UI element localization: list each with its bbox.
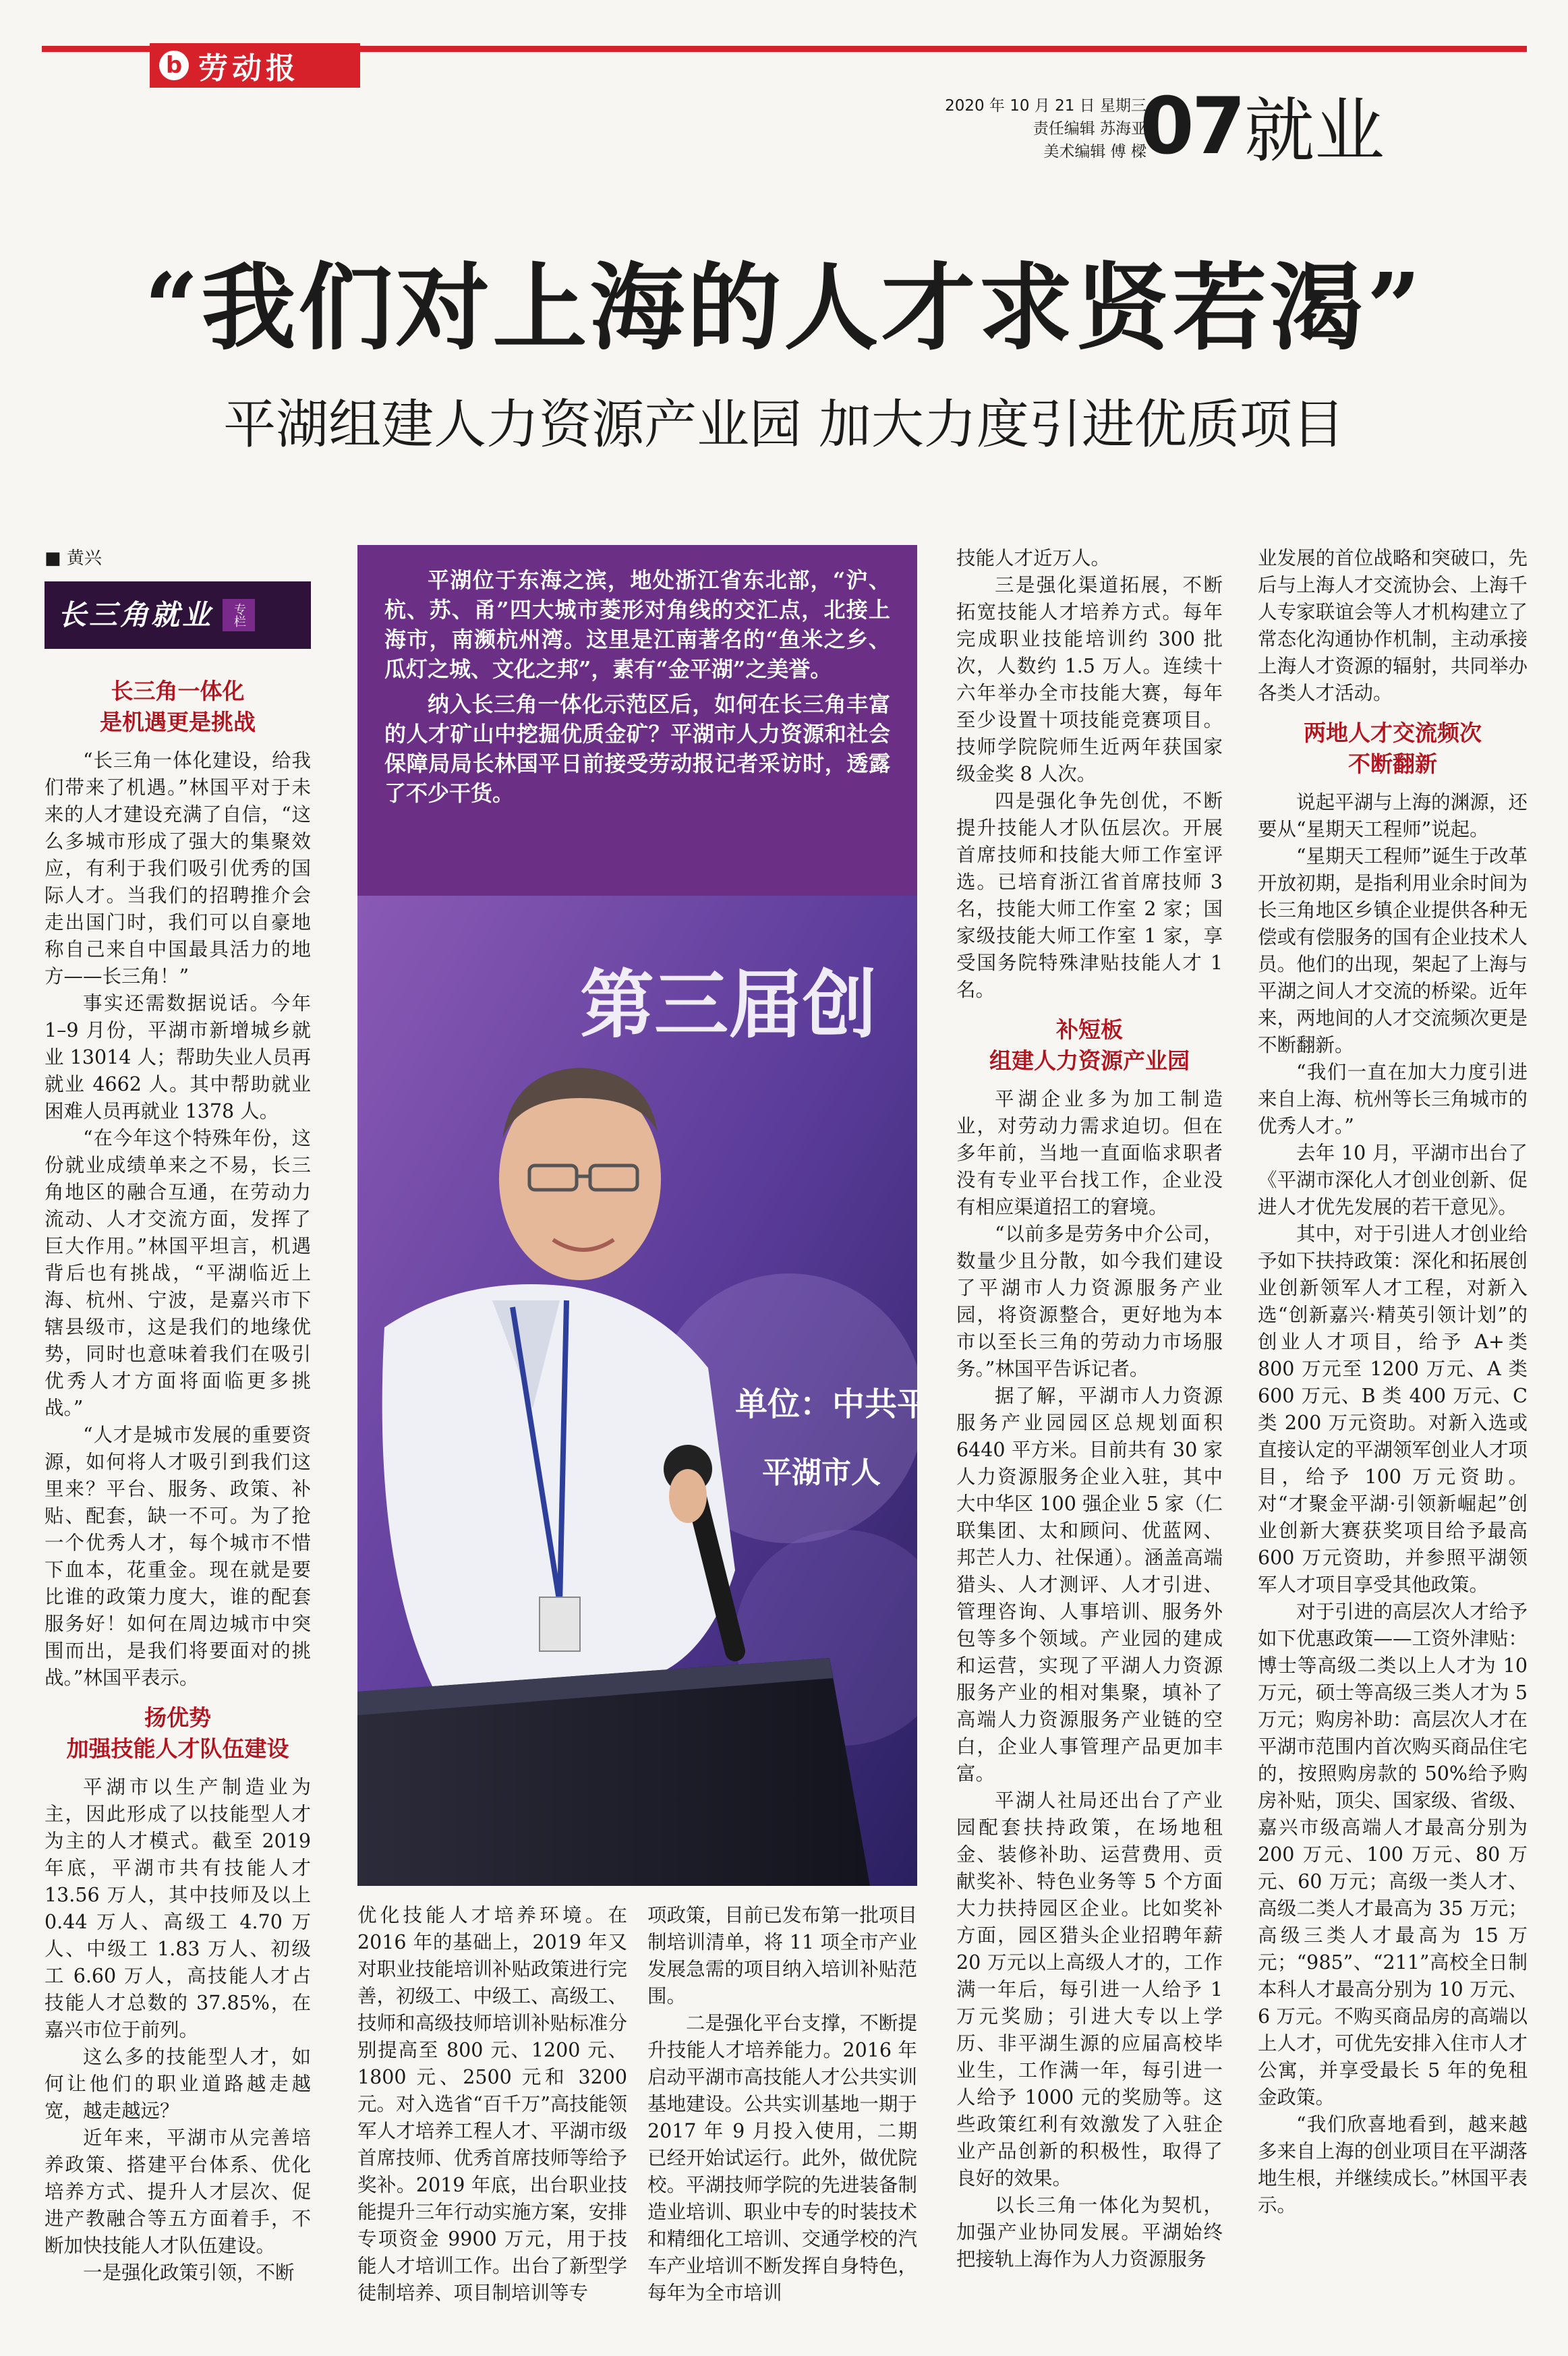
paragraph: “长三角一体化建设，给我们带来了机遇。”林国平对于未来的人才建设充满了自信，“这么多城市形成了强大的集聚效应，有利于我们吸引优秀的国际人才。当我们的招聘推介会走出国门时，我们可以自豪地称自己来自中国最具活力的地方——长三角！” bbox=[45, 749, 311, 987]
column-tag-seal: 专栏 bbox=[223, 599, 255, 631]
banner-title: 第三届创 bbox=[580, 962, 877, 1048]
paragraph: 这么多的技能型人才，如何让他们的职业道路越走越宽，越走越远？ bbox=[45, 2046, 311, 2122]
photo-illustration bbox=[357, 896, 917, 1886]
issue-meta bbox=[776, 94, 1146, 163]
paragraph: 项政策，目前已发布第一批项目制培训清单，将 11 项全市产业发展急需的项目纳入培训补贴范围。 bbox=[647, 1904, 917, 2007]
column-2 bbox=[357, 1902, 627, 2307]
paragraph: 二是强化平台支撑，不断提升技能人才培养能力。2016 年启动平湖市高技能人才公共实训基地建设。公共实训基地一期于 2017 年 9 月投入使用，二期已经开始试运行。此外，做优院校。平湖技师学院的先进装备制造业培训、职业中专的时装技术和精细化工培训、交通学校的汽车产业培训不断发挥自身特色，每年为全市培训 bbox=[647, 2012, 917, 2304]
column-1 bbox=[45, 545, 311, 2287]
paragraph: 业发展的首位战略和突破口，先后与上海人才交流协会、上海千人专家联谊会等人才机构建立了常态化沟通协作机制，主动承接上海人才资源的辐射，共同举办各类人才活动。 bbox=[1258, 547, 1528, 704]
paragraph: 事实还需数据说话。今年1–9 月份，平湖市新增城乡就业 13014 人；帮助失业人员再就业 4662 人。其中帮助就业困难人员再就业 1378 人。 bbox=[45, 992, 311, 1122]
paragraph: “以前多是劳务中介公司，数量少且分散，如今我们建设了平湖市人力资源服务产业园，将资源整合，更好地为本市以至长三角的劳动力市场服务。”林国平告诉记者。 bbox=[956, 1223, 1223, 1380]
paragraph: 其中，对于引进人才创业给予如下扶持政策：深化和拓展创业创新领军人才工程，对新入选“创新嘉兴·精英引领计划”的创业人才项目，给予 A+类 800 万元至 1200 万元、A 类 600 万元、B 类 400 万元、C 类 200 万元资助。对新入选或直接认定的平湖领军创业人才项目，给予 100 万元资助。对“才聚金平湖·引领新崛起”创业创新大赛获奖项目给予最高 600 万元资助，并参照平湖领军人才项目享受其他政策。 bbox=[1258, 1223, 1528, 1596]
issue-date: 2020 年 10 月 21 日 星期三 bbox=[945, 97, 1146, 115]
headline: “我们对上海的人才求贤若渴” bbox=[144, 253, 1424, 364]
paragraph: “在今年这个特殊年份，这份就业成绩单来之不易，长三角地区的融合互通，在劳动力流动、人才交流方面，发挥了巨大作用。”林国平坦言，机遇背后也有挑战，“平湖临近上海、杭州、宁波，是嘉兴市下辖县级市，这是我们的地缘优势，同时也意味着我们在吸引优秀人才方面将面临更多挑战。” bbox=[45, 1127, 311, 1419]
newspaper-name: 劳动报 bbox=[198, 51, 299, 86]
paragraph: 据了解，平湖市人力资源服务产业园园区总规划面积 6440 平方米。目前共有 30 家人力资源服务企业入驻，其中大中华区 100 强企业 5 家（仁联集团、太和顾问、优蓝网、邦芒人力、社保通）。涵盖高端猎头、人才测评、人才引进、管理咨询、人事培训、服务外包等多个领域。产业园的建成和运营，实现了平湖人力资源服务产业的相对集聚，填补了高端人力资源服务产业链的空白，企业人事管理产品更加丰富。 bbox=[956, 1385, 1223, 1785]
column-tag bbox=[45, 581, 311, 649]
editor-credit: 责任编辑 苏海亚 bbox=[1033, 120, 1146, 138]
speaker-photo bbox=[357, 896, 917, 1886]
column-5 bbox=[1258, 545, 1528, 2219]
paragraph: 优化技能人才培养环境。在 2016 年的基础上，2019 年又对职业技能培训补贴政策进行完善，初级工、中级工、高级工、技师和高级技师培训补贴标准分别提高至 800 元、1200 元、1800 元、2500 元和 3200 元。对入选省“百千万”高技能领军人才培养工程人才、平湖市级首席技师、优秀首席技师等给予奖补。2019 年底，出台职业技能提升三年行动实施方案，安排专项资金 9900 万元，用于技能人才培训工作。出台了新型学徒制培养、项目制培训等专 bbox=[357, 1904, 627, 2304]
top-rule-right bbox=[360, 46, 1527, 52]
paragraph: 对于引进的高层次人才给予如下优惠政策——工资外津贴：博士等高级二类以上人才为 10 万元，硕士等高级三类人才为 5 万元；购房补助：高层次人才在平湖市范围内首次购买商品住宅的，按照购房款的 50%给予购房补贴，顶尖、国家级、省级、嘉兴市级高端人才最高分别为 200 万元、100 万元、80 万元、60 万元；高级一类人才、高级二类人才最高为 35 万元；高级三类人才最高为 15 万元；“985”、“211”高校全日制本科人才最高分别为 10 万元、6 万元。不购买商品房的高端以上人才，可优先安排入住市人才公寓，并享受最长 5 年的免租金政策。 bbox=[1258, 1601, 1528, 2108]
page-number: 07 bbox=[1140, 81, 1244, 172]
paragraph: “我们欣喜地看到，越来越多来自上海的创业项目在平湖落地生根，并继续成长。”林国平表示。 bbox=[1258, 2113, 1528, 2216]
intro-paragraph: 纳入长三角一体化示范区后，如何在长三角丰富的人才矿山中挖掘优质金矿？平湖市人力资源和社会保障局局长林国平日前接受劳动报记者采访时，透露了不少干货。 bbox=[384, 691, 890, 806]
intro-paragraph: 平湖位于东海之滨，地处浙江省东北部，“沪、杭、苏、甬”四大城市菱形对角线的交汇点，北接上海市，南濒杭州湾。这里是江南著名的“鱼米之乡、瓜灯之城、文化之邦”，素有“金平湖”之美誉。 bbox=[384, 567, 890, 682]
column-tag-text: 长三角就业 bbox=[58, 598, 214, 631]
column-4 bbox=[956, 545, 1223, 2273]
paragraph: 去年 10 月，平湖市出台了《平湖市深化人才创业创新、促进人才优先发展的若干意见》。 bbox=[1258, 1142, 1528, 1218]
paragraph: “星期天工程师”诞生于改革开放初期，是指利用业余时间为长三角地区乡镇企业提供各种无偿或有偿服务的国有企业技术人员。他们的出现，架起了上海与平湖之间人才交流的桥梁。近年来，两地间的人才交流频次更是不断翻新。 bbox=[1258, 845, 1528, 1056]
paragraph: 技能人才近万人。 bbox=[956, 547, 1111, 569]
intro-box bbox=[357, 545, 917, 896]
top-rule-left bbox=[42, 46, 150, 52]
paragraph: 近年来，平湖市从完善培养政策、搭建平台体系、优化培养方式、提升人才层次、促进产教融合等五方面着手，不断加快技能人才队伍建设。 bbox=[45, 2127, 311, 2257]
subheadline: 平湖组建人力资源产业园 加大力度引进优质项目 bbox=[223, 395, 1345, 455]
section-title: 就业 bbox=[1244, 90, 1385, 172]
paragraph: 四是强化争先创优，不断提升技能人才队伍层次。开展首席技师和技能大师工作室评选。已培育浙江省首席技师 3 名，技能大师工作室 2 家；国家级技能大师工作室 1 家，享受国务院特殊津贴技能人才 1 名。 bbox=[956, 790, 1223, 1001]
col1-heading-1: 长三角一体化 是机遇更是挑战 bbox=[100, 678, 256, 735]
col5-heading: 两地人才交流频次 不断翻新 bbox=[1304, 720, 1482, 777]
paragraph: 平湖市以生产制造业为主，因此形成了以技能型人才为主的人才模式。截至 2019 年底，平湖市共有技能人才 13.56 万人，其中技师及以上 0.44 万人、高级工 4.70 万人、中级工 1.83 万人、初级工 6.60 万人，高技能人才占技能人才总数的 37.85%，在嘉兴市位于前列。 bbox=[45, 1776, 311, 2041]
col4-heading: 补短板 组建人力资源产业园 bbox=[989, 1016, 1190, 1074]
byline: ■ 黄兴 bbox=[45, 548, 102, 569]
masthead-logo[interactable] bbox=[150, 43, 360, 88]
paragraph: 平湖企业多为加工制造业，对劳动力需求迫切。但在多年前，当地一直面临求职者没有专业平台找工作，企业没有相应渠道招工的窘境。 bbox=[956, 1088, 1223, 1218]
paragraph: 三是强化渠道拓展，不断拓宽技能人才培养方式。每年完成职业技能培训约 300 批次，人数约 1.5 万人。连续十六年举办全市技能大赛，每年至少设置十项技能竞赛项目。技师学院院师生近两年获国家级金奖 8 人次。 bbox=[956, 574, 1223, 785]
paragraph: 平湖人社局还出台了产业园配套扶持政策，在场地租金、装修补助、运营费用、贡献奖补、特色业务等 5 个方面大力扶持园区企业。比如奖补方面，园区猎头企业招聘年薪 20 万元以上高级人才的，工作满一年后，每引进一人给予 1 万元奖励；引进大专以上学历、非平湖生源的应届高校毕业生，工作满一年，每引进一人给予 1000 元的奖励等。这些政策红利有效激发了入驻企业产品创新的积极性，取得了良好的效果。 bbox=[956, 1789, 1223, 2189]
art-editor-credit: 美术编辑 傅 樑 bbox=[1043, 143, 1146, 161]
paragraph: 一是强化政策引领，不断 bbox=[83, 2262, 295, 2284]
col1-heading-2: 扬优势 加强技能人才队伍建设 bbox=[66, 1704, 289, 1762]
column-3 bbox=[647, 1902, 917, 2307]
newspaper-logo-icon: b bbox=[159, 51, 189, 80]
banner-line-2: 平湖市人 bbox=[762, 1456, 881, 1490]
banner-line-1: 单位：中共平 bbox=[735, 1385, 917, 1423]
paragraph: “人才是城市发展的重要资源，如何将人才吸引到我们这里来？平台、服务、政策、补贴、配套，缺一不可。为了抢一个优秀人才，每个城市不惜下血本，花重金。现在就是要比谁的政策力度大，谁的配套服务好！如何在周边城市中突围而出，是我们将要面对的挑战。”林国平表示。 bbox=[45, 1424, 311, 1689]
paragraph: 说起平湖与上海的渊源，还要从“星期天工程师”说起。 bbox=[1258, 791, 1528, 840]
paragraph: 以长三角一体化为契机，加强产业协同发展。平湖始终把接轨上海作为人力资源服务 bbox=[956, 2194, 1223, 2270]
paragraph: “我们一直在加大力度引进来自上海、杭州等长三角城市的优秀人才。” bbox=[1258, 1061, 1528, 1137]
